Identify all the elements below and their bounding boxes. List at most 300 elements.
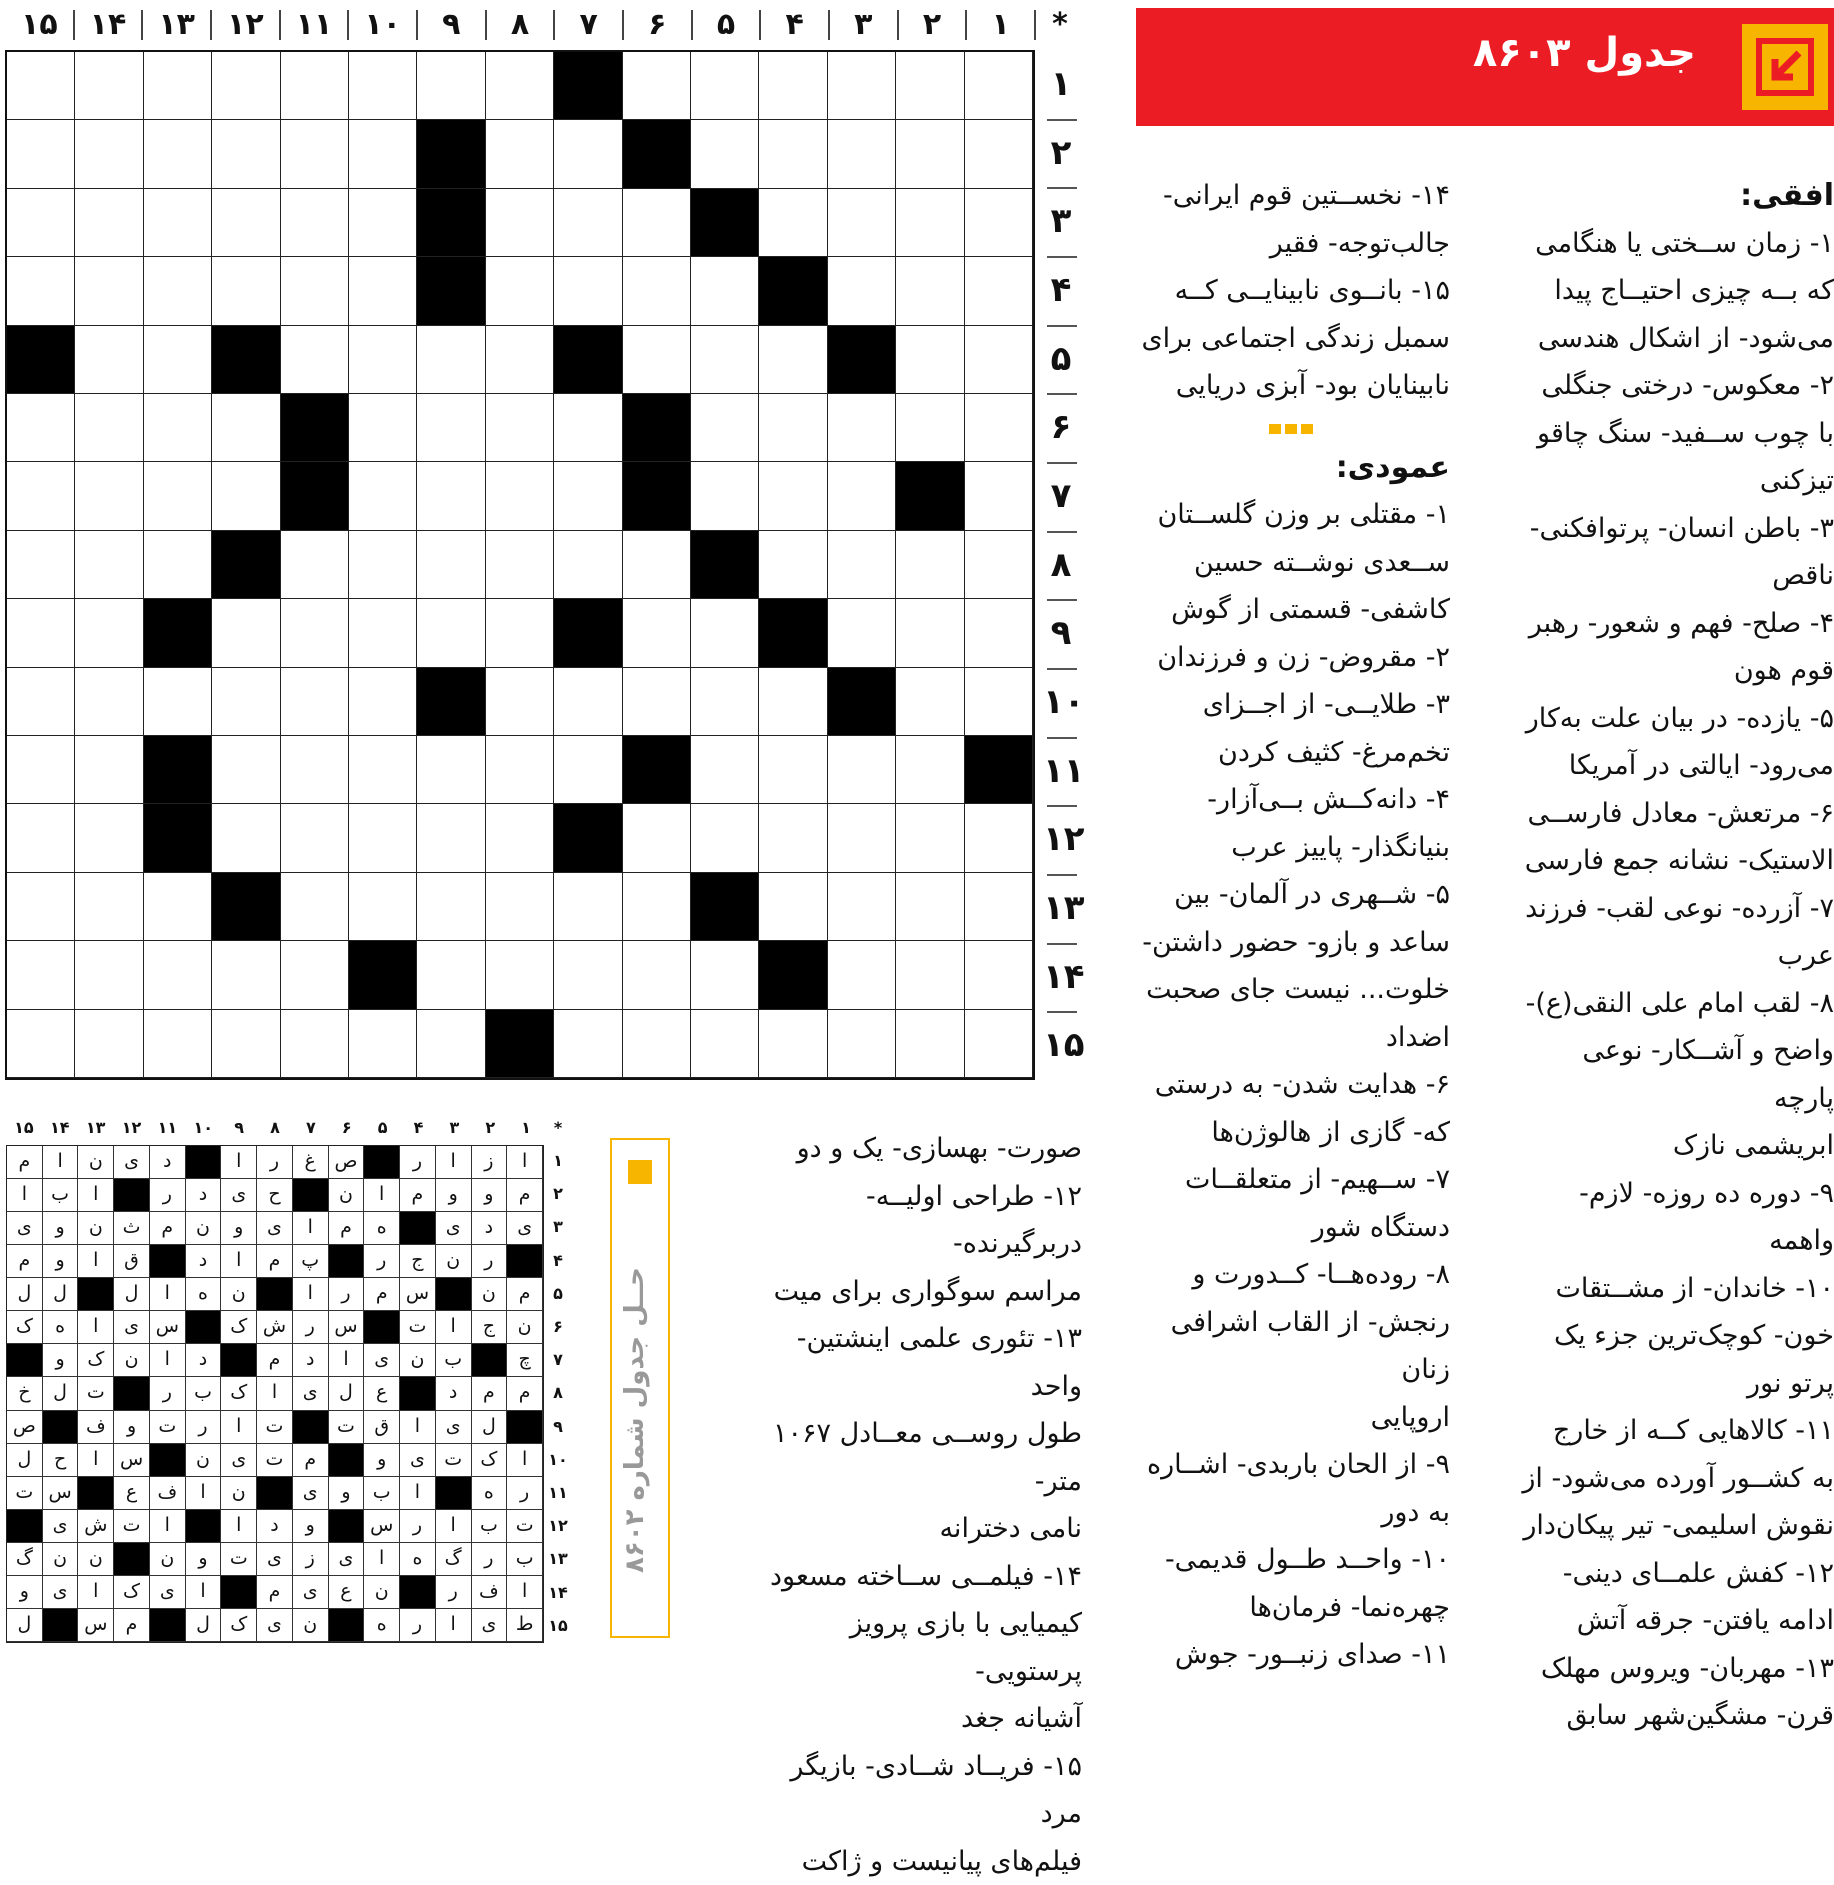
clue-line: فیلم‌های پیانیست و ژاکت — [742, 1838, 1082, 1885]
grid-cell[interactable] — [7, 531, 75, 599]
solution-cell: ش — [78, 1510, 114, 1543]
grid-cell[interactable] — [965, 52, 1033, 120]
grid-cell[interactable] — [281, 52, 349, 120]
column-separator — [1034, 10, 1036, 40]
grid-cell[interactable] — [75, 941, 143, 1009]
grid-cell[interactable] — [554, 1010, 622, 1078]
grid-cell[interactable] — [486, 531, 554, 599]
solution-cell: ی — [436, 1212, 472, 1245]
grid-cell[interactable] — [417, 1010, 485, 1078]
solution-column-number: ۷ — [293, 1118, 329, 1137]
grid-cell[interactable] — [75, 1010, 143, 1078]
grid-cell[interactable] — [212, 120, 280, 188]
separator-dots — [1132, 424, 1450, 434]
grid-cell[interactable] — [623, 189, 691, 257]
black-cell — [417, 189, 485, 257]
solution-cell: م — [257, 1344, 293, 1377]
solution-cell: و — [114, 1411, 150, 1444]
grid-cell[interactable] — [554, 736, 622, 804]
row-number: ۹ — [1043, 613, 1079, 653]
grid-cell[interactable] — [75, 120, 143, 188]
grid-cell[interactable] — [554, 257, 622, 325]
solution-black-cell — [221, 1576, 257, 1609]
grid-cell[interactable] — [965, 462, 1033, 530]
solution-cell: ت — [436, 1444, 472, 1477]
grid-cell[interactable] — [623, 873, 691, 941]
solution-row-number: ۱۴ — [546, 1583, 570, 1602]
grid-cell[interactable] — [623, 804, 691, 872]
grid-cell[interactable] — [759, 326, 827, 394]
grid-cell[interactable] — [7, 257, 75, 325]
grid-cell[interactable] — [623, 257, 691, 325]
grid-cell[interactable] — [623, 326, 691, 394]
grid-cell[interactable] — [896, 394, 964, 462]
solution-cell: س — [78, 1609, 114, 1642]
grid-cell[interactable] — [691, 120, 759, 188]
grid-cell[interactable] — [691, 257, 759, 325]
grid-cell[interactable] — [691, 326, 759, 394]
grid-cell[interactable] — [828, 873, 896, 941]
solution-cell: م — [400, 1179, 436, 1212]
row-number: ۳ — [1043, 201, 1079, 241]
clue-line: ادامه یافتن- جرقه آتش — [1514, 1597, 1834, 1645]
grid-cell[interactable] — [7, 189, 75, 257]
grid-cell[interactable] — [144, 257, 212, 325]
grid-cell[interactable] — [144, 52, 212, 120]
solution-cell: د — [436, 1377, 472, 1410]
grid-cell[interactable] — [75, 873, 143, 941]
solution-cell: ک — [221, 1609, 257, 1642]
grid-cell[interactable] — [554, 668, 622, 736]
solution-cell: ا — [78, 1576, 114, 1609]
grid-cell[interactable] — [759, 531, 827, 599]
grid-cell[interactable] — [281, 873, 349, 941]
grid-cell[interactable] — [965, 1010, 1033, 1078]
grid-cell[interactable] — [144, 873, 212, 941]
grid-cell[interactable] — [691, 462, 759, 530]
clue-line: به دور — [1132, 1489, 1450, 1537]
grid-cell[interactable] — [759, 804, 827, 872]
grid-cell[interactable] — [75, 394, 143, 462]
black-cell — [691, 873, 759, 941]
solution-cell: م — [364, 1278, 400, 1311]
solution-cell: ب — [507, 1543, 543, 1576]
clue-line: ۷- آزرده- نوعی لقب- فرزند — [1514, 885, 1834, 933]
grid-cell[interactable] — [7, 120, 75, 188]
grid-cell[interactable] — [965, 326, 1033, 394]
grid-cell[interactable] — [144, 189, 212, 257]
clue-line: خلوت... نیست جای صحبت — [1132, 966, 1450, 1014]
solution-cell: گ — [7, 1543, 43, 1576]
grid-cell[interactable] — [75, 189, 143, 257]
solution-cell: و — [186, 1543, 222, 1576]
black-cell — [144, 599, 212, 667]
grid-cell[interactable] — [691, 52, 759, 120]
grid-cell[interactable] — [896, 52, 964, 120]
grid-cell[interactable] — [144, 120, 212, 188]
solution-cell: ف — [472, 1576, 508, 1609]
grid-cell[interactable] — [828, 736, 896, 804]
grid-cell[interactable] — [965, 120, 1033, 188]
clue-line: نابینایان بود- آبزی دریایی — [1132, 362, 1450, 410]
grid-cell[interactable] — [691, 599, 759, 667]
grid-cell[interactable] — [212, 599, 280, 667]
grid-cell[interactable] — [828, 462, 896, 530]
grid-cell[interactable] — [623, 52, 691, 120]
grid-cell[interactable] — [759, 1010, 827, 1078]
grid-cell[interactable] — [349, 1010, 417, 1078]
grid-cell[interactable] — [965, 531, 1033, 599]
grid-cell[interactable] — [486, 736, 554, 804]
grid-cell[interactable] — [759, 120, 827, 188]
clue-line: بنیانگذار- پاییز عرب — [1132, 824, 1450, 872]
grid-cell[interactable] — [828, 804, 896, 872]
grid-cell[interactable] — [828, 599, 896, 667]
grid-cell[interactable] — [965, 873, 1033, 941]
grid-cell[interactable] — [212, 941, 280, 1009]
solution-cell: ا — [78, 1311, 114, 1344]
grid-cell[interactable] — [75, 257, 143, 325]
solution-cell: ی — [329, 1543, 365, 1576]
grid-cell[interactable] — [965, 668, 1033, 736]
grid-cell[interactable] — [281, 189, 349, 257]
grid-cell[interactable] — [896, 941, 964, 1009]
grid-cell[interactable] — [965, 599, 1033, 667]
grid-cell[interactable] — [144, 941, 212, 1009]
grid-cell[interactable] — [212, 394, 280, 462]
solution-row-number: ۱۵ — [546, 1616, 570, 1635]
grid-cell[interactable] — [896, 668, 964, 736]
solution-cell: ی — [364, 1344, 400, 1377]
column-number: ۳ — [829, 4, 898, 46]
grid-cell[interactable] — [554, 462, 622, 530]
grid-cell[interactable] — [965, 189, 1033, 257]
grid-cell[interactable] — [896, 120, 964, 188]
solution-black-cell — [7, 1344, 43, 1377]
solution-cell: ا — [329, 1344, 365, 1377]
solution-cell: ا — [436, 1510, 472, 1543]
clue-line: چهره‌نما- فرمان‌ها — [1132, 1584, 1450, 1632]
grid-cell[interactable] — [896, 1010, 964, 1078]
grid-cell[interactable] — [691, 736, 759, 804]
clue-line: ۶- هدایت شدن- به درستی — [1132, 1061, 1450, 1109]
grid-cell[interactable] — [554, 941, 622, 1009]
solution-black-cell — [293, 1179, 329, 1212]
grid-cell[interactable] — [7, 736, 75, 804]
grid-cell[interactable] — [75, 668, 143, 736]
grid-cell[interactable] — [896, 873, 964, 941]
grid-cell[interactable] — [691, 1010, 759, 1078]
grid-cell[interactable] — [75, 531, 143, 599]
grid-cell[interactable] — [7, 941, 75, 1009]
solution-cell: و — [43, 1212, 79, 1245]
column-number: ۶ — [623, 4, 692, 46]
solution-cell: ق — [114, 1245, 150, 1278]
solution-cell: ر — [472, 1543, 508, 1576]
solution-cell: ر — [150, 1377, 186, 1410]
grid-cell[interactable] — [7, 52, 75, 120]
grid-cell[interactable] — [417, 52, 485, 120]
black-cell — [759, 257, 827, 325]
grid-cell[interactable] — [212, 1010, 280, 1078]
grid-cell[interactable] — [623, 1010, 691, 1078]
grid-cell[interactable] — [75, 599, 143, 667]
grid-cell[interactable] — [144, 1010, 212, 1078]
grid-cell[interactable] — [349, 804, 417, 872]
grid-cell[interactable] — [486, 804, 554, 872]
solution-cell: ا — [400, 1411, 436, 1444]
grid-cell[interactable] — [349, 873, 417, 941]
grid-cell[interactable] — [75, 326, 143, 394]
grid-cell[interactable] — [486, 52, 554, 120]
solution-cell: غ — [293, 1146, 329, 1179]
solution-black-cell — [221, 1344, 257, 1377]
grid-cell[interactable] — [144, 394, 212, 462]
grid-cell[interactable] — [349, 462, 417, 530]
clue-line: ۵- یازده- در بیان علت به‌کار — [1514, 695, 1834, 743]
column-number: ۱۲ — [211, 4, 280, 46]
grid-cell[interactable] — [212, 462, 280, 530]
grid-cell[interactable] — [281, 531, 349, 599]
grid-cell[interactable] — [7, 462, 75, 530]
grid-cell[interactable] — [486, 257, 554, 325]
grid-cell[interactable] — [212, 736, 280, 804]
grid-cell[interactable] — [828, 189, 896, 257]
solution-cell: ی — [257, 1543, 293, 1576]
solution-row-number: ۵ — [546, 1284, 570, 1303]
solution-cell: س — [150, 1311, 186, 1344]
grid-cell[interactable] — [965, 257, 1033, 325]
grid-cell[interactable] — [144, 326, 212, 394]
grid-cell[interactable] — [896, 257, 964, 325]
grid-cell[interactable] — [7, 1010, 75, 1078]
black-cell — [828, 326, 896, 394]
grid-cell[interactable] — [623, 599, 691, 667]
grid-cell[interactable] — [7, 873, 75, 941]
grid-cell[interactable] — [965, 804, 1033, 872]
grid-cell[interactable] — [417, 326, 485, 394]
solution-cell: ش — [257, 1311, 293, 1344]
solution-column-number: ۸ — [257, 1118, 293, 1137]
grid-cell[interactable] — [554, 120, 622, 188]
grid-cell[interactable] — [349, 394, 417, 462]
grid-cell[interactable] — [417, 531, 485, 599]
solution-cell: ط — [507, 1609, 543, 1642]
grid-cell[interactable] — [7, 394, 75, 462]
solution-cell: ن — [329, 1179, 365, 1212]
grid-cell[interactable] — [75, 462, 143, 530]
grid-cell[interactable] — [486, 941, 554, 1009]
solution-cell: ا — [364, 1543, 400, 1576]
horizontal-clues — [1514, 172, 1834, 1740]
grid-cell[interactable] — [828, 52, 896, 120]
grid-cell[interactable] — [75, 52, 143, 120]
solution-cell: ف — [150, 1477, 186, 1510]
grid-cell[interactable] — [486, 120, 554, 188]
grid-cell[interactable] — [417, 394, 485, 462]
grid-cell[interactable] — [349, 326, 417, 394]
grid-cell[interactable] — [212, 189, 280, 257]
grid-cell[interactable] — [759, 462, 827, 530]
grid-cell[interactable] — [486, 668, 554, 736]
solution-row-number: ۱۰ — [546, 1450, 570, 1469]
grid-cell[interactable] — [828, 1010, 896, 1078]
grid-cell[interactable] — [896, 189, 964, 257]
row-separator — [1047, 805, 1077, 807]
grid-cell[interactable] — [417, 736, 485, 804]
grid-cell[interactable] — [75, 736, 143, 804]
grid-cell[interactable] — [7, 668, 75, 736]
grid-cell[interactable] — [417, 599, 485, 667]
grid-cell[interactable] — [828, 941, 896, 1009]
grid-cell[interactable] — [212, 804, 280, 872]
grid-cell[interactable] — [212, 668, 280, 736]
solution-column-number: ۵ — [365, 1118, 401, 1137]
grid-cell[interactable] — [281, 257, 349, 325]
solution-cell: ی — [257, 1212, 293, 1245]
grid-cell[interactable] — [759, 668, 827, 736]
grid-cell[interactable] — [144, 668, 212, 736]
grid-cell[interactable] — [691, 804, 759, 872]
solution-cell: د — [257, 1510, 293, 1543]
grid-cell[interactable] — [486, 326, 554, 394]
grid-cell[interactable] — [349, 599, 417, 667]
solution-cell: س — [114, 1444, 150, 1477]
grid-cell[interactable] — [349, 531, 417, 599]
grid-cell[interactable] — [554, 189, 622, 257]
solution-cell: ب — [43, 1179, 79, 1212]
clue-line: کاشفی- قسمتی از گوش — [1132, 586, 1450, 634]
grid-cell[interactable] — [7, 804, 75, 872]
grid-cell[interactable] — [281, 599, 349, 667]
solution-cell: و — [436, 1179, 472, 1212]
crossword-grid[interactable] — [5, 50, 1035, 1080]
solution-cell: ا — [78, 1179, 114, 1212]
grid-cell[interactable] — [281, 1010, 349, 1078]
solution-cell: ح — [257, 1179, 293, 1212]
grid-cell[interactable] — [896, 736, 964, 804]
solution-cell: ب — [472, 1510, 508, 1543]
grid-cell[interactable] — [281, 941, 349, 1009]
clue-line: ۱۴- فیلمــی ســاخته مسعود — [742, 1553, 1082, 1601]
solution-cell: م — [507, 1377, 543, 1410]
grid-cell[interactable] — [486, 599, 554, 667]
grid-cell[interactable] — [349, 257, 417, 325]
grid-cell[interactable] — [759, 394, 827, 462]
grid-cell[interactable] — [759, 736, 827, 804]
clue-line: ۸- روده‌هــا- کــدورت و — [1132, 1251, 1450, 1299]
solution-cell: ف — [78, 1411, 114, 1444]
grid-cell[interactable] — [417, 873, 485, 941]
grid-cell[interactable] — [281, 668, 349, 736]
grid-cell[interactable] — [281, 804, 349, 872]
grid-cell[interactable] — [554, 394, 622, 462]
solution-cell: ر — [472, 1245, 508, 1278]
grid-cell[interactable] — [281, 120, 349, 188]
grid-cell[interactable] — [759, 873, 827, 941]
grid-cell[interactable] — [212, 52, 280, 120]
grid-cell[interactable] — [965, 941, 1033, 1009]
solution-cell: ا — [43, 1146, 79, 1179]
solution-cell: و — [7, 1576, 43, 1609]
grid-cell[interactable] — [896, 804, 964, 872]
grid-cell[interactable] — [144, 462, 212, 530]
grid-cell[interactable] — [75, 804, 143, 872]
solution-cell: و — [43, 1245, 79, 1278]
grid-cell[interactable] — [212, 257, 280, 325]
solution-cell: د — [186, 1179, 222, 1212]
clue-line: ابریشمی نازک — [1514, 1122, 1834, 1170]
grid-cell[interactable] — [486, 873, 554, 941]
solution-cell: ن — [150, 1543, 186, 1576]
clue-line: ۱۳- مهربان- ویروس مهلک — [1514, 1645, 1834, 1693]
grid-cell[interactable] — [691, 394, 759, 462]
grid-cell[interactable] — [828, 120, 896, 188]
grid-cell[interactable] — [828, 394, 896, 462]
grid-cell[interactable] — [281, 736, 349, 804]
grid-cell[interactable] — [554, 531, 622, 599]
grid-cell[interactable] — [417, 804, 485, 872]
grid-cell[interactable] — [349, 189, 417, 257]
grid-cell[interactable] — [896, 531, 964, 599]
vertical-heading: عمودی: — [1132, 444, 1450, 492]
solution-black-cell — [114, 1543, 150, 1576]
grid-cell[interactable] — [965, 394, 1033, 462]
solution-column-number: ۱۴ — [42, 1118, 78, 1137]
grid-cell[interactable] — [828, 257, 896, 325]
grid-cell[interactable] — [281, 326, 349, 394]
solution-cell: ن — [507, 1311, 543, 1344]
grid-cell[interactable] — [691, 941, 759, 1009]
grid-cell[interactable] — [828, 531, 896, 599]
clue-line: صورت- بهسازی- یک و دو — [742, 1125, 1082, 1173]
solution-cell: ا — [186, 1477, 222, 1510]
solution-black-cell — [186, 1311, 222, 1344]
grid-cell[interactable] — [349, 120, 417, 188]
grid-cell[interactable] — [896, 599, 964, 667]
grid-cell[interactable] — [759, 52, 827, 120]
grid-cell[interactable] — [486, 462, 554, 530]
solution-cell: و — [472, 1179, 508, 1212]
solution-cell: ا — [436, 1311, 472, 1344]
grid-cell[interactable] — [759, 189, 827, 257]
grid-cell[interactable] — [7, 599, 75, 667]
grid-cell[interactable] — [554, 873, 622, 941]
grid-cell[interactable] — [623, 531, 691, 599]
solution-cell: ن — [400, 1344, 436, 1377]
grid-cell[interactable] — [417, 462, 485, 530]
grid-cell[interactable] — [417, 941, 485, 1009]
grid-cell[interactable] — [486, 394, 554, 462]
grid-cell[interactable] — [349, 736, 417, 804]
black-cell — [623, 462, 691, 530]
row-separator — [1047, 874, 1077, 876]
grid-cell[interactable] — [623, 941, 691, 1009]
solution-cell: م — [257, 1245, 293, 1278]
grid-cell[interactable] — [691, 668, 759, 736]
solution-cell: م — [114, 1609, 150, 1642]
grid-cell[interactable] — [349, 52, 417, 120]
grid-cell[interactable] — [896, 326, 964, 394]
grid-cell[interactable] — [486, 189, 554, 257]
clue-line: ۱۰- واحــد طــول قدیمی- — [1132, 1536, 1450, 1584]
grid-cell[interactable] — [349, 668, 417, 736]
clue-line: ۲- معکوس- درختی جنگلی — [1514, 362, 1834, 410]
grid-cell[interactable] — [623, 668, 691, 736]
grid-cell[interactable] — [144, 531, 212, 599]
solution-cell: ل — [472, 1411, 508, 1444]
black-cell — [691, 531, 759, 599]
